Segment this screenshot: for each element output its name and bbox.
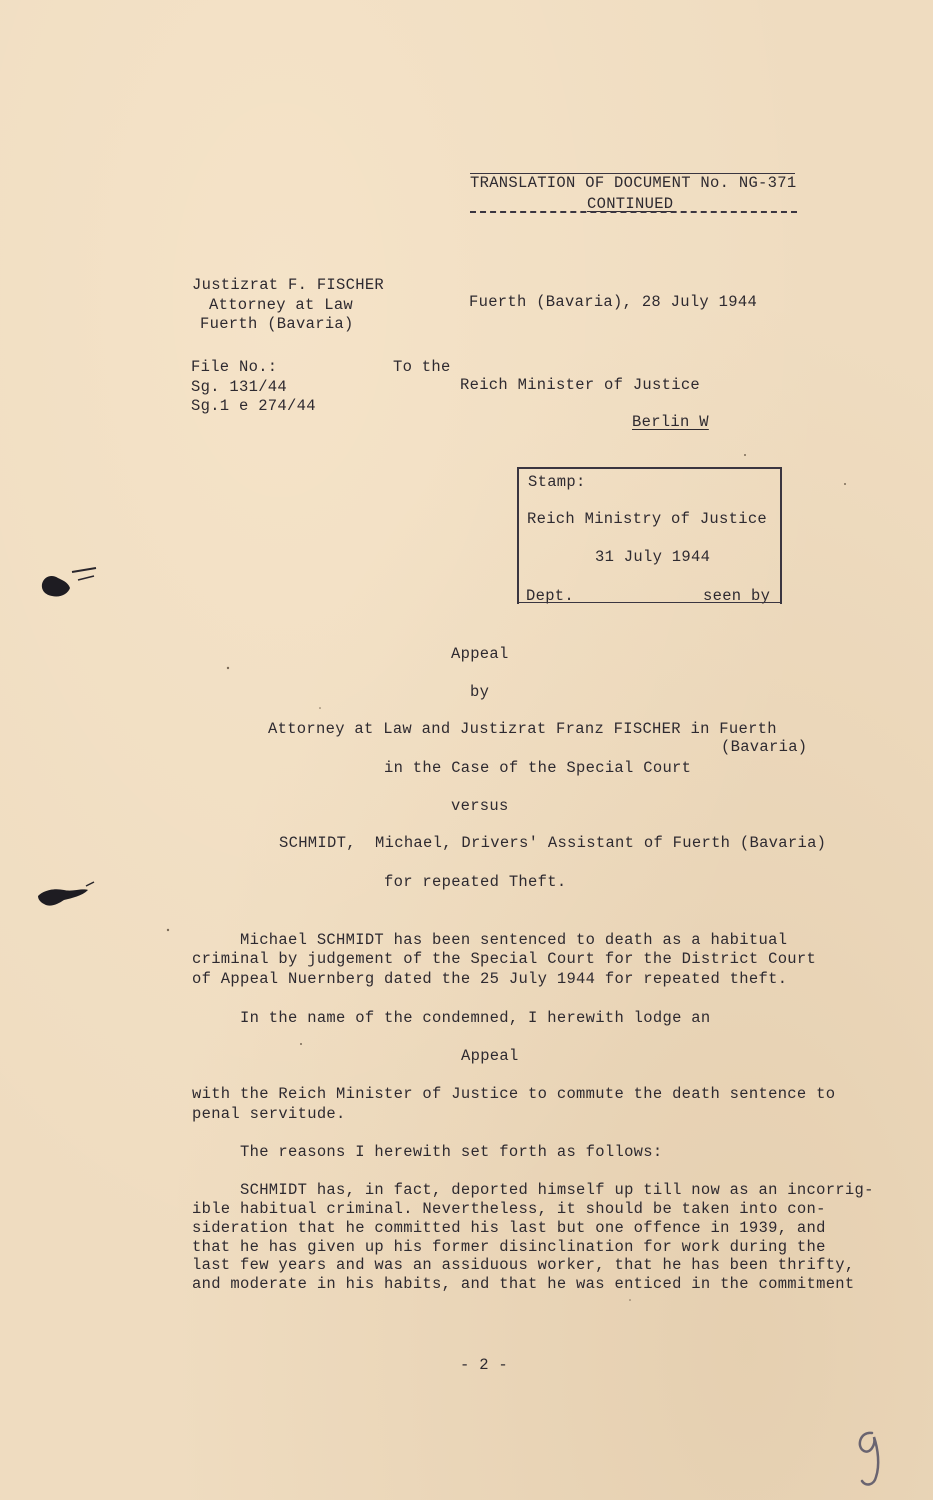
- versus-line: versus: [451, 797, 509, 815]
- para5-line6: and moderate in his habits, and that he was enticed in the commitment: [192, 1275, 855, 1293]
- by-line: by: [470, 683, 490, 701]
- attorney-line-2: (Bavaria): [721, 738, 808, 756]
- para5-line3: sideration that he committed his last but one offence in 1939, and: [192, 1219, 826, 1237]
- sender-name: Justizrat F. FISCHER: [192, 276, 385, 294]
- letter-date: Fuerth (Bavaria), 28 July 1944: [469, 293, 758, 311]
- para1-line3: of Appeal Nuernberg dated the 25 July 1944 for repeated theft.: [192, 970, 788, 988]
- attorney-line-1: Attorney at Law and Justizrat Franz FISCHER in Fuerth: [268, 720, 777, 738]
- stamp-seen-by: seen by: [703, 587, 771, 605]
- para5-line5: last few years and was an assiduous worker, that he has been thrifty,: [192, 1256, 855, 1274]
- case-line: in the Case of the Special Court: [384, 759, 692, 777]
- file-ref-2: Sg.1 e 274/44: [191, 397, 316, 415]
- recipient-city: Berlin W: [632, 413, 709, 431]
- charge-line: for repeated Theft.: [384, 873, 567, 891]
- page-number: - 2 -: [460, 1356, 509, 1374]
- recipient-name: Reich Minister of Justice: [460, 376, 701, 394]
- defendant-line: SCHMIDT, Michael, Drivers' Assistant of Fuerth (Bavaria): [279, 834, 827, 852]
- para5-line1: SCHMIDT has, in fact, deported himself up till now as an incorrig-: [192, 1181, 874, 1199]
- file-label: File No.:: [191, 358, 278, 376]
- stamp-dept: Dept.: [526, 587, 575, 605]
- para5-line4: that he has given up his former disinclination for work during the: [192, 1238, 826, 1256]
- para1-line2: criminal by judgement of the Special Court for the District Court: [192, 950, 817, 968]
- para4: The reasons I herewith set forth as follows:: [192, 1143, 663, 1161]
- sender-title: Attorney at Law: [209, 296, 354, 314]
- header-title-line1: TRANSLATION OF DOCUMENT No. NG-371: [470, 174, 797, 192]
- file-ref-1: Sg. 131/44: [191, 378, 288, 396]
- stamp-date: 31 July 1944: [595, 548, 711, 566]
- header-title-line2: CONTINUED: [587, 195, 674, 213]
- appeal-word: Appeal: [461, 1047, 519, 1065]
- para2: In the name of the condemned, I herewith lodge an: [192, 1009, 711, 1027]
- para1-line1: Michael SCHMIDT has been sentenced to death as a habitual: [192, 931, 788, 949]
- para3-line2: penal servitude.: [192, 1105, 346, 1123]
- para5-line2: ible habitual criminal. Nevertheless, it should be taken into con-: [192, 1200, 826, 1218]
- recipient-to: To the: [393, 358, 451, 376]
- stamp-ministry: Reich Ministry of Justice: [527, 510, 768, 528]
- para3-line1: with the Reich Minister of Justice to commute the death sentence to: [192, 1085, 836, 1103]
- stamp-label: Stamp:: [528, 473, 586, 491]
- appeal-heading: Appeal: [451, 645, 509, 663]
- sender-city: Fuerth (Bavaria): [200, 315, 354, 333]
